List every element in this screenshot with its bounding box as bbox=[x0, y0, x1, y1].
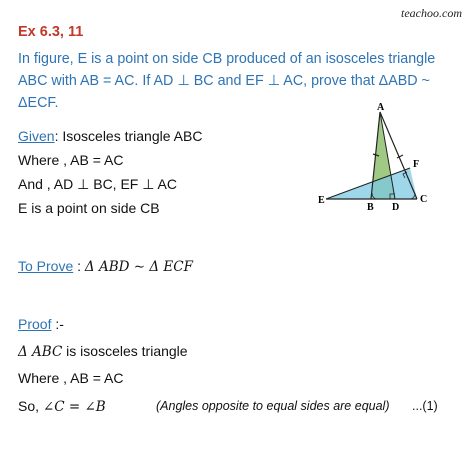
given-label: Given bbox=[18, 128, 55, 144]
given-line-3: And , AD ⊥ BC, EF ⊥ AC bbox=[18, 176, 177, 192]
label-a: A bbox=[377, 102, 385, 113]
proof-line-3 bbox=[18, 398, 106, 415]
proof-line-2: Where , AB = AC bbox=[18, 370, 124, 386]
label-d: D bbox=[392, 202, 400, 213]
proof-label: Proof bbox=[18, 316, 52, 332]
label-f: F bbox=[413, 159, 420, 170]
exercise-title: Ex 6.3, 11 bbox=[18, 24, 84, 40]
given-line bbox=[18, 128, 202, 144]
question-text: In figure, E is a point on side CB produced of an isosceles triangle ABC with AB = AC. If AD ⊥ BC and EF ⊥ AC, prove that ΔABD ~ ΔECF. bbox=[18, 51, 436, 111]
proof-suffix: :- bbox=[51, 316, 64, 332]
proof-line-1-text: is isosceles triangle bbox=[62, 343, 188, 359]
triangle-figure bbox=[318, 102, 436, 214]
given-line-2: Where , AB = AC bbox=[18, 152, 124, 168]
proof-reason-note: (Angles opposite to equal sides are equal) bbox=[156, 399, 390, 413]
given-line-4: E is a point on side CB bbox=[18, 200, 160, 216]
to-prove-label: To Prove bbox=[18, 258, 74, 274]
equation-ref: ...(1) bbox=[412, 399, 438, 413]
label-b: B bbox=[367, 202, 374, 213]
label-e: E bbox=[318, 195, 325, 206]
proof-line-1 bbox=[18, 343, 188, 360]
given-text: : Isosceles triangle ABC bbox=[54, 128, 203, 144]
to-prove-colon: : bbox=[73, 258, 85, 274]
proof-angle-equality: ∠C = ∠B bbox=[42, 399, 106, 415]
label-c: C bbox=[420, 194, 428, 205]
proof-line bbox=[18, 316, 64, 332]
to-prove-statement: Δ ABD ∼ Δ ECF bbox=[84, 259, 193, 275]
proof-so: So, bbox=[18, 398, 43, 414]
proof-triangle-abc: Δ ABC bbox=[18, 344, 63, 360]
to-prove-line bbox=[18, 258, 193, 275]
watermark: teachoo.com bbox=[401, 6, 462, 20]
